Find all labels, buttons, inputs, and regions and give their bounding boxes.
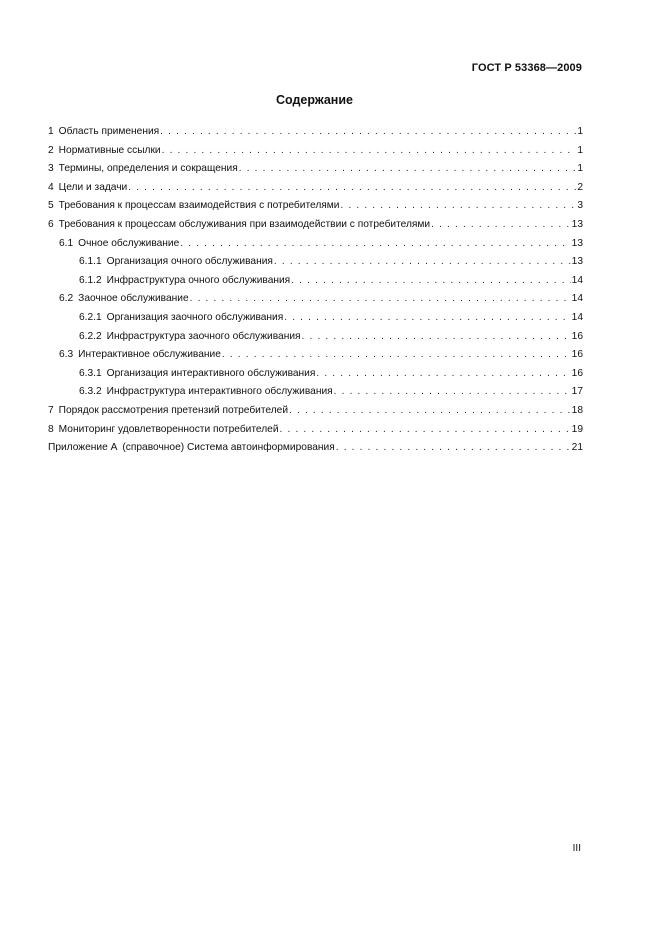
toc-entry[interactable] [48,123,583,142]
page-number: III [572,843,581,854]
toc-entry-number: Приложение А [48,442,118,454]
toc-entry-number: 1 [48,126,54,137]
toc-entry[interactable] [48,197,583,216]
toc-entry[interactable] [48,402,583,421]
toc-entry-number: 7 [48,404,54,416]
toc-entry[interactable] [48,290,583,309]
toc-entry-number: 8 [48,423,54,435]
toc-entry-number: 6.2.1 [79,311,102,323]
toc-entry-page: 14 [571,311,583,323]
toc-entry-number: 6.1.2 [79,274,102,286]
toc-entry-title: Требования к процессам взаимодействия с потребителями [58,200,340,212]
toc-title-text: Содержание [275,93,353,107]
toc-entry-page: 21 [571,442,583,454]
toc-entry-page: 19 [571,423,583,435]
toc-entry-page: 2 [577,181,583,193]
dot-leader [336,439,571,458]
toc-entry-number: 6.1.1 [79,256,102,268]
dot-leader [274,253,571,272]
dot-leader [180,235,570,254]
standard-code: ГОСТ Р 53368—2009 [471,62,582,74]
toc-entry-page: 16 [571,330,583,342]
dot-leader [280,421,571,440]
toc-entry[interactable] [48,309,583,328]
toc-entry-number: 6.2.2 [79,330,102,342]
toc-entry[interactable] [48,142,583,161]
toc-entry-title: Организация очного обслуживания [106,256,273,268]
toc-entry-title: Организация интерактивного обслуживания [106,367,316,379]
toc-entry-title: Инфраструктура заочного обслуживания [106,330,301,342]
dot-leader [160,123,576,142]
toc-entry-title: Требования к процессам обслуживания при взаимодействии с потребителями [58,218,431,230]
toc-entry-page: 14 [571,293,583,305]
toc-entry-number: 3 [48,163,54,175]
toc-entry[interactable] [48,346,583,365]
toc-entry-page: 16 [571,349,583,361]
toc-entry-page: 13 [571,256,583,268]
toc-entry-page: 16 [571,367,583,379]
toc-title [0,93,661,107]
toc-entry[interactable] [48,235,583,254]
dot-leader [340,197,576,216]
toc-entry-page: 13 [571,237,583,249]
toc-entry-title: (справочное) Система автоинформирования [122,442,335,454]
toc-entry-title: Термины, определения и сокращения [58,163,238,175]
dot-leader [289,402,571,421]
toc-entry[interactable] [48,421,583,440]
toc-entry-page: 1 [577,126,583,137]
toc-entry-page: 1 [577,144,583,156]
toc-entry[interactable] [48,179,583,198]
toc-entry-title: Цели и задачи [58,181,128,193]
toc-entry-title: Инфраструктура очного обслуживания [106,274,291,286]
toc-entry-title: Нормативные ссылки [58,144,161,156]
toc-entry[interactable] [48,216,583,235]
toc-entry-page: 1 [577,163,583,175]
dot-leader [284,309,570,328]
toc-entry-number: 4 [48,181,54,193]
dot-leader [128,179,576,198]
toc-entry-title: Заочное обслуживание [78,293,189,305]
toc-entry-number: 6.3.1 [79,367,102,379]
toc-entry-title: Организация заочного обслуживания [106,311,284,323]
toc-entry-title: Мониторинг удовлетворенности потребителей [58,423,279,435]
toc-entry-title: Область применения [58,126,160,137]
toc-entry-number: 6 [48,218,54,230]
table-of-contents [48,123,583,458]
dot-leader [291,272,570,291]
dot-leader [316,365,570,384]
toc-entry-page: 14 [571,274,583,286]
dot-leader [162,142,577,161]
toc-entry-title: Порядок рассмотрения претензий потребителей [58,404,289,416]
toc-entry-number: 6.1 [59,237,74,249]
toc-entry-title: Инфраструктура интерактивного обслуживания [106,386,333,398]
toc-entry[interactable] [48,272,583,291]
dot-leader [190,290,571,309]
dot-leader [239,160,577,179]
toc-entry-page: 13 [571,218,583,230]
toc-entry-number: 5 [48,200,54,212]
toc-entry[interactable] [48,328,583,347]
toc-entry-appendix[interactable] [48,439,583,458]
toc-entry-title: Очное обслуживание [78,237,180,249]
toc-entry[interactable] [48,253,583,272]
toc-entry[interactable] [48,160,583,179]
toc-entry[interactable] [48,383,583,402]
toc-entry-page: 18 [571,404,583,416]
toc-entry[interactable] [48,365,583,384]
toc-entry-number: 6.3.2 [79,386,102,398]
dot-leader [431,216,571,235]
toc-entry-number: 6.2 [59,293,74,305]
dot-leader [302,328,571,347]
toc-entry-title: Интерактивное обслуживание [78,349,221,361]
toc-entry-number: 2 [48,144,54,156]
dot-leader [222,346,571,365]
toc-entry-page: 3 [577,200,583,212]
toc-entry-number: 6.3 [59,349,74,361]
toc-entry-page: 17 [571,386,583,398]
dot-leader [334,383,571,402]
